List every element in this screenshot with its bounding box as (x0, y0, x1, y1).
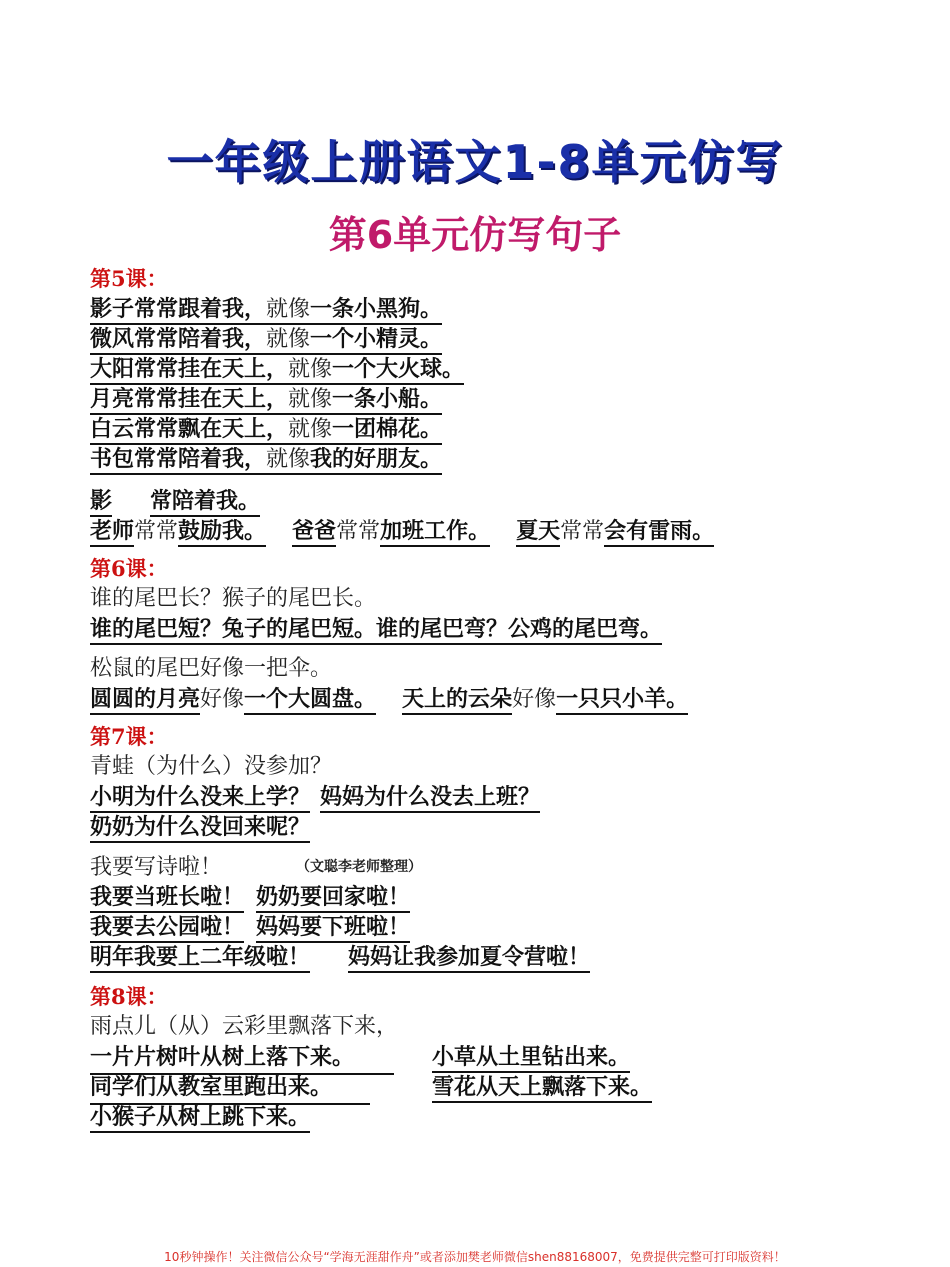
lesson6-question-examples: 谁的尾巴短？兔子的尾巴短。谁的尾巴弯？公鸡的尾巴弯。 (90, 614, 870, 644)
lesson5-row: 微风常常陪着我，就像一个小精灵。 (90, 324, 870, 354)
lesson8-row: 同学们从教室里跑出来。 雪花从天上飘落下来。 (90, 1072, 870, 1102)
worksheet-content (90, 264, 870, 1132)
lesson6-simile-examples: 圆圆的月亮好像一个大圆盘。 天上的云朵好像一只只小羊。 (90, 684, 870, 714)
lesson8-heading: 第8课： (90, 984, 168, 1009)
lesson7-want-example: 我要去公园啦！ 妈妈要下班啦！ (90, 912, 870, 942)
lesson5-examples: 老师常常鼓励我。 爸爸常常加班工作。 夏天常常会有雷雨。 (90, 516, 870, 546)
lesson5-row: 月亮常常挂在天上，就像一条小船。 (90, 384, 870, 414)
lesson8-row: 小猴子从树上跳下来。 (90, 1102, 870, 1132)
lesson6-question: 谁的尾巴长？猴子的尾巴长。 (90, 586, 377, 611)
lesson5-row: 白云常常飘在天上，就像一团棉花。 (90, 414, 870, 444)
lesson7-want: 我要写诗啦！ （文聪李老师整理） (90, 855, 423, 880)
lesson6-heading: 第6课： (90, 556, 168, 581)
page-title: 一年级上册语文1-8单元仿写 (166, 135, 784, 189)
page-subtitle: 第6单元仿写句子 (328, 213, 622, 257)
lesson5-row: 影子常常跟着我，就像一条小黑狗。 (90, 294, 870, 324)
lesson7-want-example: 我要当班长啦！ 奶奶要回家啦！ (90, 882, 870, 912)
lesson5-fragment: 影 常陪着我。 (90, 486, 870, 516)
lesson5-row: 大阳常常挂在天上，就像一个大火球。 (90, 354, 870, 384)
lesson7-question-examples: 小明为什么没来上学？ 妈妈为什么没去上班？ (90, 782, 870, 812)
lesson8-row: 一片片树叶从树上落下来。 小草从土里钻出来。 (90, 1042, 870, 1072)
teacher-note: （文聪李老师整理） (296, 859, 423, 875)
lesson5-heading: 第5课： (90, 266, 168, 291)
lesson7-want-example: 明年我要上二年级啦！ 妈妈让我参加夏令营啦！ (90, 942, 870, 972)
lesson7-question: 青蛙（为什么）没参加？ (90, 754, 333, 779)
lesson5-row: 书包常常陪着我，就像我的好朋友。 (90, 444, 870, 474)
footer-notice: 10秒钟操作！关注微信公众号“学海无涯甜作舟”或者添加樊老师微信shen88168007，免费提供完整可打印版资料！ (164, 1250, 786, 1264)
lesson7-question-example: 奶奶为什么没回来呢？ (90, 812, 870, 842)
lesson8-example: 雨点儿（从）云彩里飘落下来， (90, 1014, 399, 1039)
lesson7-heading: 第7课： (90, 724, 168, 749)
lesson6-simile: 松鼠的尾巴好像一把伞。 (90, 656, 333, 681)
